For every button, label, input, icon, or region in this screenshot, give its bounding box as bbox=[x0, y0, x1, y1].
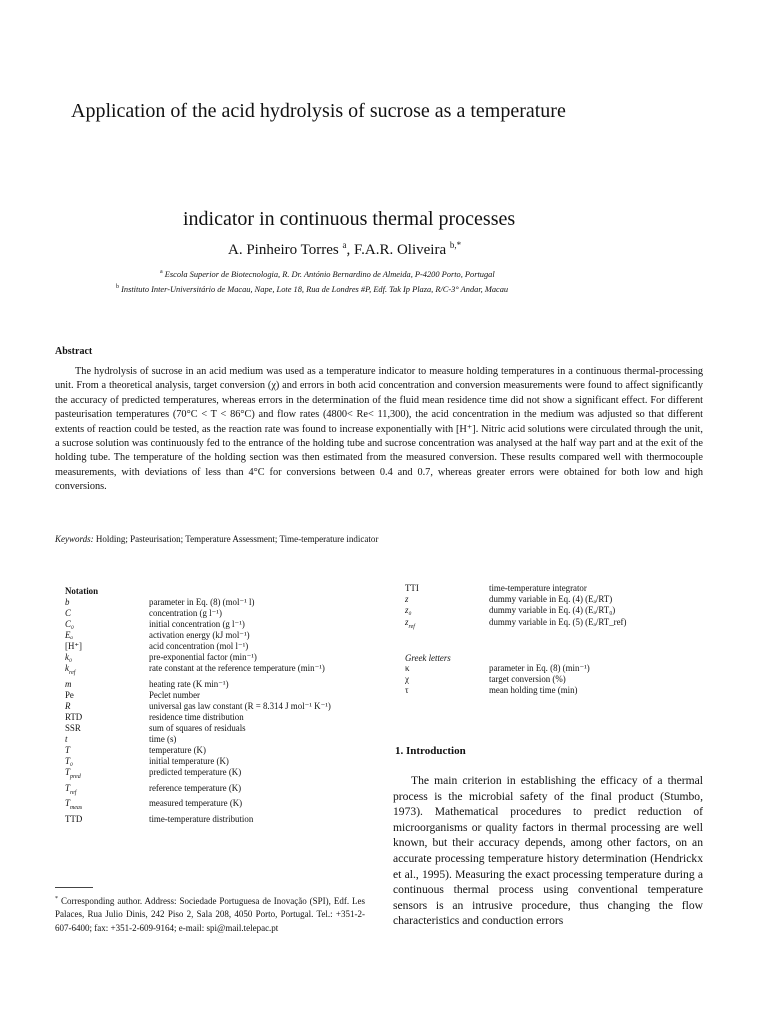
notation-description: sum of squares of residuals bbox=[149, 722, 246, 733]
notation-row bbox=[65, 712, 367, 723]
notation-row bbox=[405, 685, 707, 696]
keywords-label: Keywords: bbox=[55, 534, 94, 544]
abstract-body: The hydrolysis of sucrose in an acid medium was used as a temperature indicator to measure holding temperatures in a continuous thermal-processing unit. From a theoretical analysis, target conversion (χ) and errors in both acid concentration and conversion measurements were found to affect significantly the accuracy of predicted temperatures, whereas errors in the determination of the fluid mean residence time did not show a significant effect. For different pasteurisation temperatures (70°C < T < 86°C) and flow rates (4800< Re< 11,300), the acid concentration in the medium was adjusted so that different extents of reaction could be tested, as the reaction rate was found to increase exponentially with [H⁺]. Nitric acid solutions were circulated through the unit, a sucrose solution was continuously fed to the entrance of the holding tube and sucrose concentration was analysed at the half way part and at the exit of the holding tube. The temperature of the holding section was then estimated from the measured conversion. These results compared well with thermocouple measurements, with deviations of less than 4°C for conversions between 0.4 and 0.7, whereas greater errors were obtained for both low and high conversions. bbox=[55, 366, 703, 493]
keywords bbox=[55, 534, 378, 544]
notation-row bbox=[65, 734, 367, 745]
abstract-heading: Abstract bbox=[55, 346, 93, 357]
notation-row bbox=[405, 663, 707, 674]
notation-row bbox=[65, 641, 367, 652]
notation-description: universal gas law constant (R = 8.314 J mol⁻¹ K⁻¹) bbox=[149, 700, 331, 711]
notation-description: concentration (g l⁻¹) bbox=[149, 608, 222, 618]
notation-description: target conversion (%) bbox=[489, 673, 566, 684]
notation-symbol: C₀ bbox=[65, 619, 75, 629]
notation-row bbox=[65, 690, 367, 701]
notation-description: acid concentration (mol l⁻¹) bbox=[149, 641, 249, 651]
notation-heading: Notation bbox=[65, 586, 99, 596]
notation-description: temperature (K) bbox=[149, 744, 206, 755]
notation-row bbox=[65, 619, 367, 630]
author-2: F.A.R. Oliveira bbox=[354, 242, 447, 258]
notation-row bbox=[65, 679, 367, 690]
author-1: A. Pinheiro Torres bbox=[228, 242, 339, 258]
notation-row bbox=[65, 745, 367, 756]
notation-symbol: $T_{ref}$ bbox=[65, 782, 77, 796]
notation-symbol: z₀ bbox=[405, 605, 412, 616]
footnote-mark: * bbox=[55, 896, 58, 902]
notation-symbol: TTD bbox=[65, 814, 83, 825]
footnote-text: Corresponding author. Address: Sociedade Portuguesa de Inovação (SPI), Edf. Les Palaces, Rua Julio Dinis, 242 Piso 2, Sala 208, 4050 Porto, Portugal. Tel.: +351-2-607-6400; fax: +351-2-609-9164; e-mail: spi@mail.telepac.pt bbox=[55, 896, 366, 933]
footnote bbox=[55, 893, 365, 935]
notation-symbol: τ bbox=[405, 685, 409, 695]
notation-description: time-temperature distribution bbox=[149, 814, 254, 825]
notation-description: parameter in Eq. (8) (min⁻¹) bbox=[489, 662, 590, 673]
notation-row bbox=[65, 630, 367, 641]
notation-symbol: Pe bbox=[65, 689, 74, 700]
notation-row bbox=[65, 767, 367, 783]
notation-symbol: t bbox=[65, 733, 68, 744]
section-heading-introduction: 1. Introduction bbox=[395, 745, 466, 757]
notation-symbol: T bbox=[65, 744, 70, 755]
notation-row bbox=[65, 608, 367, 619]
notation-list-continued bbox=[405, 583, 707, 696]
notation-symbol: z bbox=[405, 594, 409, 605]
affiliation-text: Escola Superior de Biotecnologia, R. Dr. António Bernardino de Almeida, P-4200 Porto, Portugal bbox=[164, 269, 495, 279]
notation-description: parameter in Eq. (8) (mol⁻¹ l) bbox=[149, 597, 255, 607]
notation-symbol: χ bbox=[405, 673, 409, 684]
notation-symbol: T₀ bbox=[65, 755, 74, 766]
notation-symbol: SSR bbox=[65, 722, 81, 733]
affiliation-text: Instituto Inter-Universitário de Macau, Nape, Lote 18, Rua de Londres #P, Edf. Tak Ip Plaza, R/C-3° Andar, Macau bbox=[121, 284, 509, 294]
notation-description: time (s) bbox=[149, 733, 177, 744]
notation-symbol: κ bbox=[405, 662, 410, 673]
introduction-body: The main criterion in establishing the efficacy of a thermal process is the microbial safety of the final product (Stumbo, 1973). Mathematical procedures to predict reduction of microorganisms or quality factors in thermal processing are well known, but their accuracy depends, among other factors, on an accurate processing temperature history determination (Hendrickx et al., 1995). Measuring the exact processing temperature during a continuous thermal process using conventional temperature sensors is an intrusive procedure, thus changing the flow characteristics and conduction errors bbox=[393, 774, 703, 928]
notation-symbol: m bbox=[65, 678, 72, 689]
notation-description: rate constant at the reference temperature (min⁻¹) bbox=[149, 663, 325, 673]
affiliation-mark: b bbox=[116, 284, 119, 290]
notation-symbol: b bbox=[65, 597, 70, 607]
notation-row bbox=[405, 617, 707, 633]
notation-description: reference temperature (K) bbox=[149, 782, 242, 793]
notation-description: dummy variable in Eq. (4) (Eₐ/RT) bbox=[489, 594, 613, 605]
notation-symbol: C bbox=[65, 608, 71, 618]
notation-row bbox=[65, 652, 367, 663]
keywords-text: Holding; Pasteurisation; Temperature Assessment; Time-temperature indicator bbox=[93, 534, 379, 544]
author-separator: , bbox=[346, 242, 354, 258]
notation-description: initial temperature (K) bbox=[149, 755, 229, 766]
notation-description: mean holding time (min) bbox=[489, 685, 578, 695]
notation-row bbox=[65, 723, 367, 734]
notation-description: activation energy (kJ mol⁻¹) bbox=[149, 630, 250, 640]
notation-symbol: R bbox=[65, 700, 71, 711]
affiliation-b bbox=[116, 284, 508, 294]
notation-description: dummy variable in Eq. (4) (Eₐ/RT₀) bbox=[489, 605, 616, 616]
notation-row bbox=[65, 701, 367, 712]
notation-row bbox=[405, 605, 707, 616]
notation-description: predicted temperature (K) bbox=[149, 766, 242, 777]
notation-row bbox=[65, 663, 367, 679]
notation-symbol: $T_{meas}$ bbox=[65, 798, 83, 812]
notation-row bbox=[65, 756, 367, 767]
notation-description: dummy variable in Eq. (5) (Eₐ/RT_ref) bbox=[489, 616, 627, 627]
notation-symbol: $T_{pred}$ bbox=[65, 766, 81, 780]
greek-letters-heading: Greek letters bbox=[405, 652, 451, 663]
title-line-2: indicator in continuous thermal processes bbox=[183, 208, 516, 230]
notation-row bbox=[65, 783, 367, 799]
notation-symbol: TTI bbox=[405, 583, 419, 593]
notation-symbol: RTD bbox=[65, 711, 83, 722]
title-line-1: Application of the acid hydrolysis of sucrose as a temperature bbox=[71, 100, 566, 122]
notation-description: pre-exponential factor (min⁻¹) bbox=[149, 652, 257, 662]
notation-description: heating rate (K min⁻¹) bbox=[149, 678, 229, 689]
affiliation-mark: a bbox=[160, 269, 163, 275]
notation-symbol: [H⁺] bbox=[65, 641, 83, 651]
notation-description: Peclet number bbox=[149, 689, 201, 700]
notation-description: measured temperature (K) bbox=[149, 798, 243, 809]
notation-row bbox=[65, 597, 367, 608]
author-1-affil-mark: a bbox=[342, 240, 347, 250]
notation-symbol: $k_{ref}$ bbox=[65, 663, 76, 676]
notation-row bbox=[65, 798, 367, 814]
notation-description: initial concentration (g l⁻¹) bbox=[149, 619, 245, 629]
notation-row bbox=[405, 674, 707, 685]
notation-row bbox=[65, 814, 367, 825]
notation-row bbox=[405, 583, 707, 594]
notation-list bbox=[65, 586, 367, 825]
notation-symbol: Eₐ bbox=[65, 630, 74, 640]
footnote-divider bbox=[55, 887, 93, 888]
authors bbox=[228, 240, 461, 259]
affiliation-a bbox=[160, 269, 495, 279]
notation-description: time-temperature integrator bbox=[489, 583, 587, 593]
author-2-affil-mark: b,* bbox=[449, 240, 462, 250]
notation-description: residence time distribution bbox=[149, 711, 244, 722]
notation-symbol: k₀ bbox=[65, 652, 73, 662]
notation-row bbox=[405, 594, 707, 605]
notation-symbol: $z_{ref}$ bbox=[405, 616, 415, 630]
